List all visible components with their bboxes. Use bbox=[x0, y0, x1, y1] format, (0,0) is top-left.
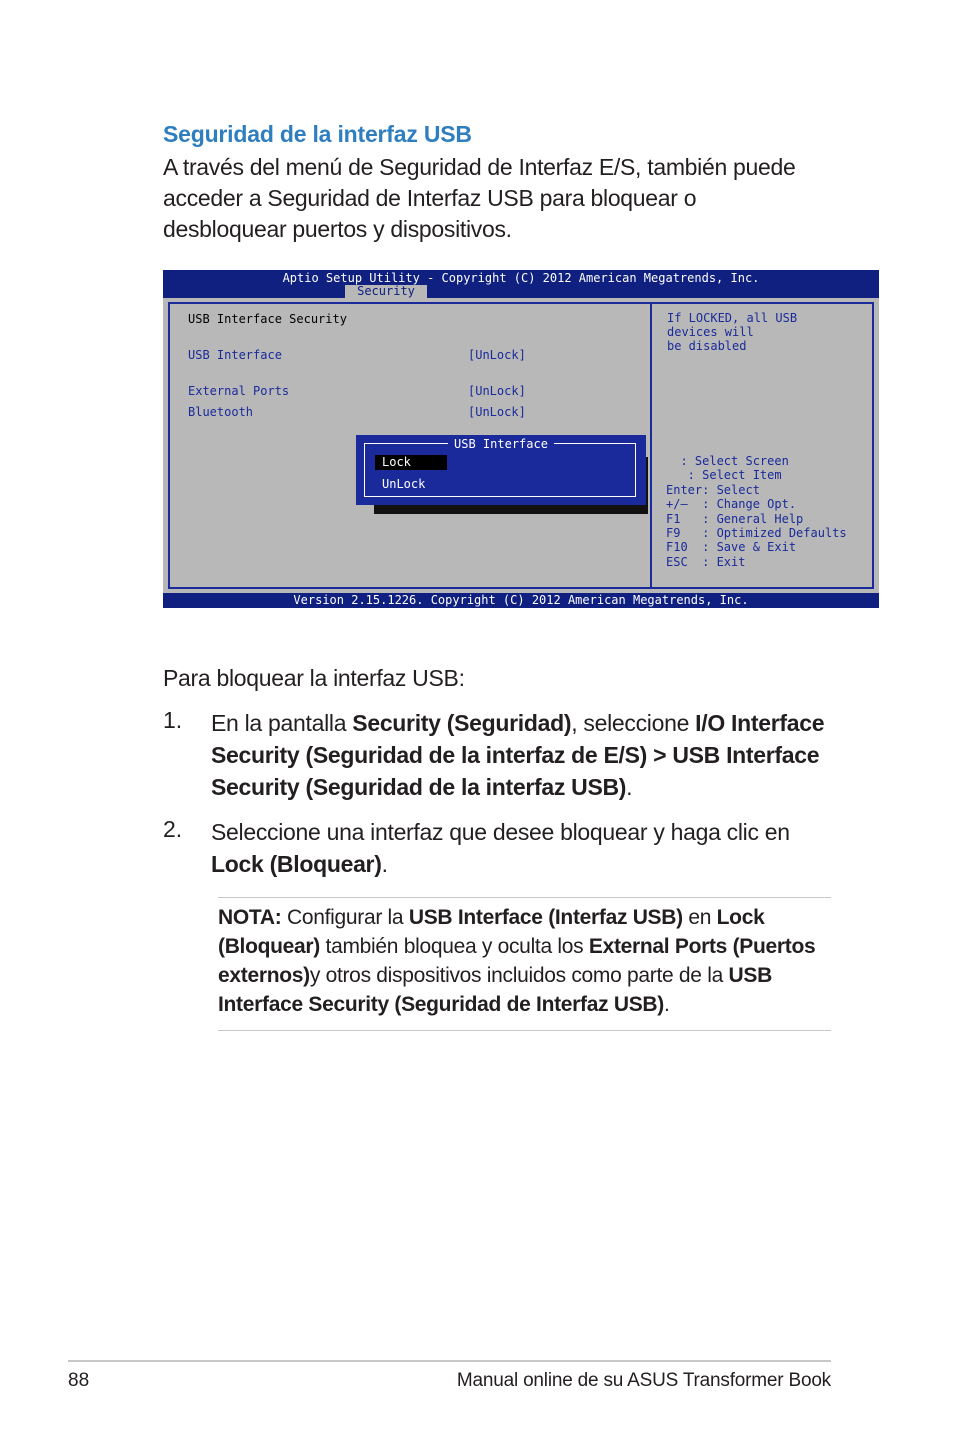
bios-item-external-ports-value[interactable]: [UnLock] bbox=[468, 384, 526, 398]
bios-section-label: USB Interface Security bbox=[188, 312, 347, 326]
note-top-rule bbox=[218, 897, 831, 898]
bios-panel-divider bbox=[650, 302, 652, 589]
bios-item-external-ports-label[interactable]: External Ports bbox=[188, 384, 290, 398]
step-2-text: Seleccione una interfaz que desee bloquear y haga clic en Lock (Bloquear). bbox=[211, 819, 790, 877]
usb-interface-popup bbox=[356, 435, 646, 505]
bios-key-legend: : Select Screen : Select Item Enter: Select +/— : Change Opt. F1 : General Help F9 : Optimized Defaults F10 : Save & Exit ESC : Exit bbox=[666, 454, 847, 569]
step-2-number: 2. bbox=[163, 816, 183, 842]
step-1-number: 1. bbox=[163, 707, 183, 733]
bios-item-usb-interface-value[interactable]: [UnLock] bbox=[468, 348, 526, 362]
bios-item-bluetooth-label[interactable]: Bluetooth bbox=[188, 405, 254, 419]
instructions-lead: Para bloquear la interfaz USB: bbox=[163, 665, 465, 691]
tab-security[interactable]: Security bbox=[345, 285, 427, 298]
intro-paragraph: A través del menú de Seguridad de Interfaz E/S, también puede acceder a Seguridad de Interfaz USB para bloquear o desbloquear puertos y dispositivos. bbox=[163, 154, 796, 242]
bios-title: Aptio Setup Utility - Copyright (C) 2012 American Megatrends, Inc. bbox=[282, 271, 760, 285]
step-1-text: En la pantalla Security (Seguridad), seleccione I/O Interface Security (Seguridad de la interfaz de E/S) > USB Interface Security (Seguridad de la interfaz USB). bbox=[211, 710, 825, 800]
popup-option-unlock[interactable]: UnLock bbox=[382, 477, 426, 491]
popup-title-text: USB Interface bbox=[448, 437, 554, 451]
footer-title: Manual online de su ASUS Transformer Book bbox=[456, 1370, 831, 1391]
note-box: NOTA: Configurar la USB Interface (Interfaz USB) en Lock (Bloquear) también bloquea y oculta los External Ports (Puertos externos)y otros dispositivos incluidos como parte de la USB Interface Security (Seguridad de Interfaz USB). bbox=[218, 906, 816, 1016]
section-heading: Seguridad de la interfaz USB bbox=[163, 121, 472, 147]
popup-title bbox=[356, 437, 646, 451]
bios-item-usb-interface-label[interactable]: USB Interface bbox=[188, 348, 282, 362]
bios-item-bluetooth-value[interactable]: [UnLock] bbox=[468, 405, 526, 419]
bios-footer: Version 2.15.1226. Copyright (C) 2012 American Megatrends, Inc. bbox=[163, 593, 879, 608]
page-number: 88 bbox=[68, 1370, 90, 1391]
popup-option-lock[interactable]: Lock bbox=[375, 455, 447, 470]
footer-rule bbox=[68, 1360, 831, 1362]
bios-help-text: If LOCKED, all USB devices will be disabled bbox=[667, 311, 798, 353]
bios-screenshot bbox=[163, 270, 879, 608]
note-bottom-rule bbox=[218, 1030, 831, 1031]
